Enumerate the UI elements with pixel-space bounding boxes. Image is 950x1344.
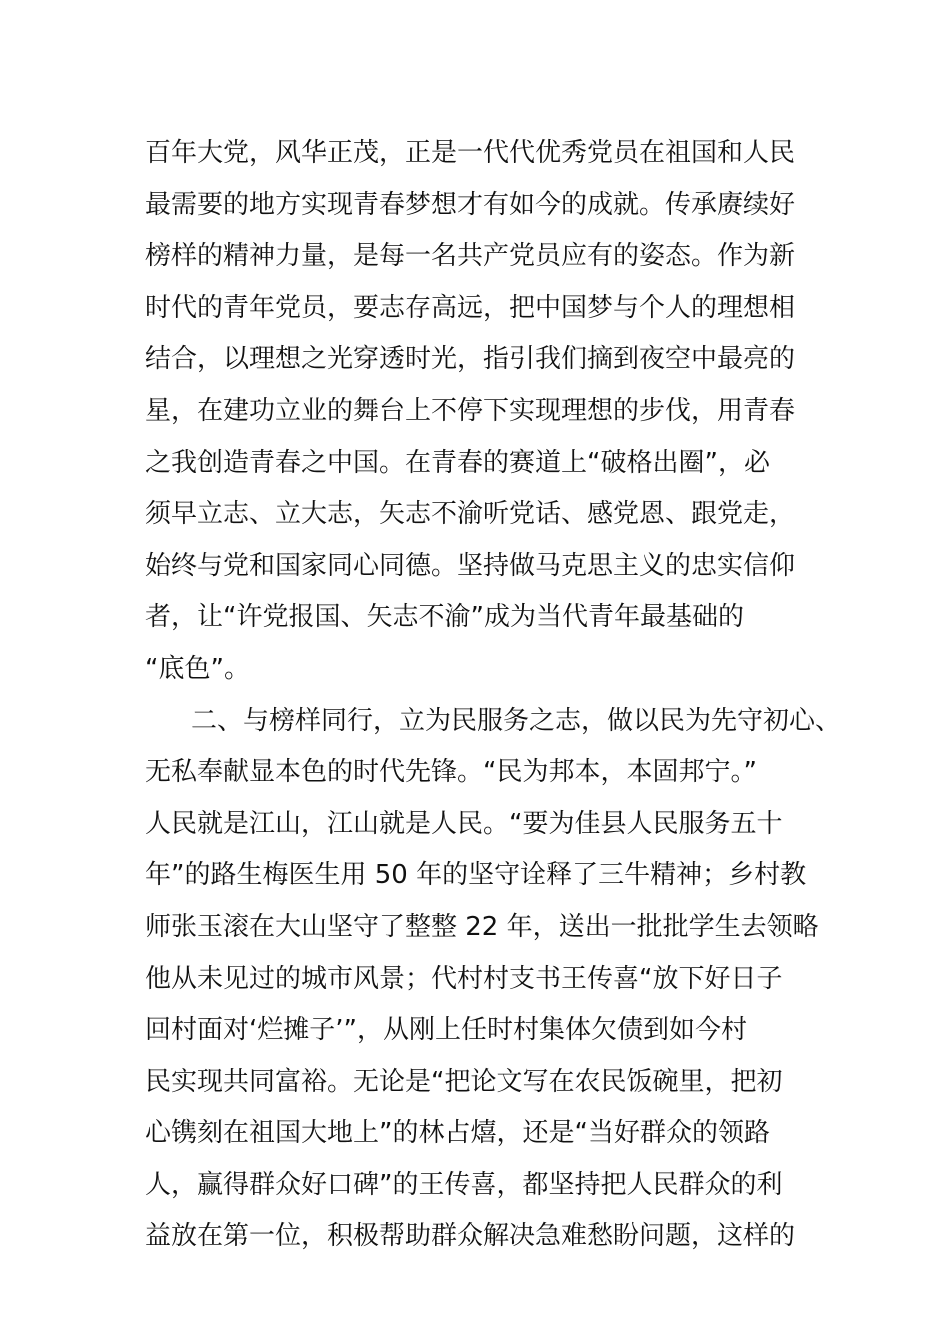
paragraph-line: 人，赢得群众好口碑”的王传喜，都坚持把人民群众的利 bbox=[145, 1169, 783, 1200]
paragraph-line: 民实现共同富裕。无论是“把论文写在农民饭碗里，把初 bbox=[145, 1066, 783, 1097]
paragraph-line: 最需要的地方实现青春梦想才有如今的成就。传承赓续好 bbox=[145, 189, 796, 220]
paragraph-line: 师张玉滚在大山坚守了整整 22 年，送出一批批学生去领略 bbox=[145, 911, 819, 942]
paragraph-line: 无私奉献显本色的时代先锋。“民为邦本，本固邦宁。” bbox=[145, 757, 757, 788]
paragraph-line: 之我创造青春之中国。在青春的赛道上“破格出圈”，必 bbox=[145, 447, 770, 478]
paragraph-line-indented: 二、与榜样同行，立为民服务之志，做以民为先守初心、 bbox=[191, 705, 842, 736]
paragraph-line: 始终与党和国家同心同德。坚持做马克思主义的忠实信仰 bbox=[145, 550, 796, 581]
paragraph-line: 回村面对‘烂摊子’”，从刚上任时村集体欠债到如今村 bbox=[145, 1015, 747, 1046]
paragraph-line: 益放在第一位，积极帮助群众解决急难愁盼问题，这样的 bbox=[145, 1221, 796, 1252]
paragraph-line: 他从未见过的城市风景；代村村支书王传喜“放下好日子 bbox=[145, 963, 783, 994]
paragraph-line: 者，让“许党报国、矢志不渝”成为当代青年最基础的 bbox=[145, 602, 744, 633]
paragraph-line: 须早立志、立大志，矢志不渝听党话、感党恩、跟党走， bbox=[145, 499, 796, 530]
paragraph-line: 时代的青年党员，要志存高远，把中国梦与个人的理想相 bbox=[145, 292, 796, 323]
paragraph-line: 星，在建功立业的舞台上不停下实现理想的步伐，用青春 bbox=[145, 395, 796, 426]
paragraph-line: 结合，以理想之光穿透时光，指引我们摘到夜空中最亮的 bbox=[145, 344, 796, 375]
paragraph-line: 年”的路生梅医生用 50 年的坚守诠释了三牛精神；乡村教 bbox=[145, 860, 807, 891]
paragraph-line: 人民就是江山，江山就是人民。“要为佳县人民服务五十 bbox=[145, 808, 783, 839]
paragraph-line: 榜样的精神力量，是每一名共产党员应有的姿态。作为新 bbox=[145, 241, 796, 272]
body-text bbox=[145, 128, 845, 1263]
paragraph-line: 百年大党，风华正茂，正是一代代优秀党员在祖国和人民 bbox=[145, 138, 796, 168]
paragraph-line: 心镌刻在祖国大地上”的林占熺，还是“当好群众的领路 bbox=[145, 1118, 770, 1149]
paragraph-line: “底色”。 bbox=[145, 653, 250, 684]
